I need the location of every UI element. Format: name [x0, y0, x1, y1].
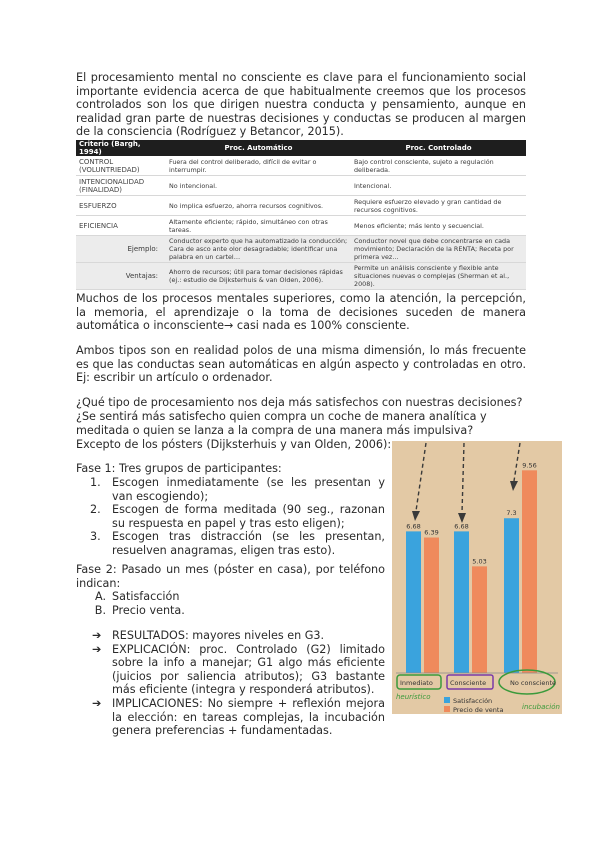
bar-satisfaction: [454, 531, 469, 673]
list-item: [94, 603, 372, 618]
legend-label: Precio de venta: [453, 706, 504, 714]
decorative-arrows: [416, 443, 520, 513]
list-text: Escogen tras distracción (se les presentan, resuelven anagramas, eligen tras esto).: [112, 530, 385, 557]
data-label: 9.56: [522, 461, 537, 470]
phase-1-list: [90, 476, 385, 558]
list-letter: B.: [94, 603, 106, 617]
bar-chart: [392, 441, 562, 714]
table-cell-ctrl: Bajo control consciente, sujeto a regulación deliberada.: [351, 156, 526, 176]
table-cell-ctrl: Permite un análisis consciente y flexible ante situaciones nuevas o complejas (Sherman et al., 2008).: [351, 263, 526, 290]
criteria-table: [76, 140, 526, 290]
data-label: 7.3: [506, 509, 517, 518]
table-cell-ctrl: Intencional.: [351, 176, 526, 196]
list-item: [94, 590, 372, 604]
list-text: EXPLICACIÓN: proc. Controlado (G2) limitado sobre la info a manejar; G1 algo más eficiente (juicios por saliencia atributos); G3 bastante más eficiente (integra y responderá atributos).: [112, 642, 385, 697]
list-item: [92, 696, 385, 738]
phase-2-list: [94, 590, 372, 617]
table-cell-criterion: EFICIENCIA: [76, 216, 166, 236]
list-letter: A.: [94, 590, 106, 603]
category-label: Consciente: [450, 679, 487, 687]
table-cell-criterion: Ventajas:: [76, 263, 166, 290]
phase-1-heading: Fase 1: Tres grupos de participantes:: [76, 462, 282, 475]
table-header: Proc. Controlado: [351, 140, 526, 156]
legend-swatch: [444, 697, 450, 703]
table-row: [76, 216, 526, 236]
table-cell-criterion: INTENCIONALIDAD (FINALIDAD): [76, 176, 166, 196]
table-cell-criterion: ESFUERZO: [76, 196, 166, 216]
data-label: 6.68: [406, 522, 421, 531]
table-cell-auto: Altamente eficiente; rápido, simultáneo con otras tareas.: [166, 216, 351, 236]
table-cell-ctrl: Menos eficiente; más lento y secuencial.: [351, 216, 526, 236]
list-text: RESULTADOS: mayores niveles en G3.: [112, 629, 325, 642]
list-item: [90, 503, 385, 530]
poster-exception: Excepto de los pósters (Dijksterhuis y van Olden, 2006):: [76, 438, 392, 451]
bar-price: [522, 470, 537, 673]
table-cell-auto: Fuera del control deliberado, difícil de evitar o interrumpir.: [166, 156, 351, 176]
bar-price: [424, 538, 439, 673]
table-cell-ctrl: Requiere esfuerzo elevado y gran cantidad de recursos cognitivos.: [351, 196, 526, 216]
bar-satisfaction: [406, 531, 421, 673]
list-item: [92, 642, 385, 697]
table-row: [76, 196, 526, 216]
table-cell-criterion: Ejemplo:: [76, 236, 166, 263]
category-label: Inmediato: [400, 679, 433, 687]
table-cell-ctrl: Conductor novel que debe concentrarse en cada movimiento; Declaración de la RENTA; Receta por primera vez…: [351, 236, 526, 263]
table-row: [76, 263, 526, 290]
data-label: 6.39: [424, 528, 439, 537]
data-label: 5.03: [472, 557, 487, 566]
table-cell-auto: No implica esfuerzo, ahorra recursos cognitivos.: [166, 196, 351, 216]
paragraph-dimension: Ambos tipos son en realidad polos de una misma dimensión, lo más frecuente es que las conductas sean automáticas en algún aspecto y controladas en otro. Ej: escribir un artículo o ordenador.: [76, 344, 526, 385]
legend-swatch: [444, 706, 450, 712]
phase-2-heading: Fase 2: Pasado un mes (póster en casa), por teléfono indican:: [76, 563, 385, 590]
list-text: IMPLICACIONES: No siempre + reflexión mejora la elección: en tareas complejas, la incubación genera preferencias + fundamentadas.: [112, 696, 385, 738]
list-number: 1.: [90, 476, 101, 489]
table-cell-auto: Conductor experto que ha automatizado la conducción; Cara de asco ante olor desagradable; identificar una palabra en un cartel…: [166, 236, 351, 263]
category-label: No consciente: [510, 679, 557, 687]
question-2: ¿Se sentirá más satisfecho quien compra un coche de manera analítica y meditada o quien se lanza a la compra de una manera más impulsiva?: [76, 410, 487, 437]
table-header: Criterio (Bargh, 1994): [76, 140, 166, 156]
list-text: Satisfacción: [112, 590, 180, 603]
table-header: Proc. Automático: [166, 140, 351, 156]
list-text: Precio venta.: [112, 603, 185, 617]
arrow-icon: ➔: [92, 629, 102, 642]
data-label: 6.68: [454, 522, 469, 531]
table-row: [76, 236, 526, 263]
legend-label: Satisfacción: [453, 697, 493, 705]
list-item: [90, 476, 385, 503]
annotation-incubation: incubación: [522, 703, 560, 711]
list-text: Escogen inmediatamente (se les presentan y van escogiendo);: [112, 476, 385, 503]
list-item: [92, 629, 385, 643]
list-item: [90, 530, 385, 557]
list-text: Escogen de forma meditada (90 seg., razonan su respuesta en papel y tras esto eligen);: [112, 503, 385, 530]
bar-satisfaction: [504, 518, 519, 673]
results-chart-photo: [392, 441, 562, 714]
bar-price: [472, 566, 487, 673]
list-number: 3.: [90, 530, 101, 544]
list-number: 2.: [90, 503, 101, 517]
table-cell-criterion: CONTROL (VOLUNTRIEDAD): [76, 156, 166, 176]
arrow-icon: ➔: [92, 642, 102, 656]
table-row: [76, 176, 526, 196]
question-1: ¿Qué tipo de procesamiento nos deja más satisfechos con nuestras decisiones?: [76, 396, 523, 409]
arrow-icon: ➔: [92, 696, 102, 710]
table-header-row: [76, 140, 526, 156]
table-row: [76, 156, 526, 176]
annotation-heuristic: heurístico: [396, 693, 431, 701]
table-cell-auto: Ahorro de recursos; útil para tomar decisiones rápidas (ej.: estudio de Dijksterhuis & van Olden, 2006).: [166, 263, 351, 290]
table-cell-auto: No intencional.: [166, 176, 351, 196]
intro-paragraph: El procesamiento mental no consciente es clave para el funcionamiento social importante evidencia acerca de que habitualmente creemos que los procesos controlados son los que dirigen nuestra conducta y pensamiento, aunque en realidad gran parte de nuestras decisiones y conductas se producen al margen de la consciencia (Rodríguez y Betancor, 2015).: [76, 71, 526, 139]
paragraph-processes: Muchos de los procesos mentales superiores, como la atención, la percepción, la memoria, el aprendizaje o la toma de decisiones suceden de manera automática o inconsciente→ casi nada es 100% consciente.: [76, 292, 526, 333]
results-list: [92, 629, 385, 738]
